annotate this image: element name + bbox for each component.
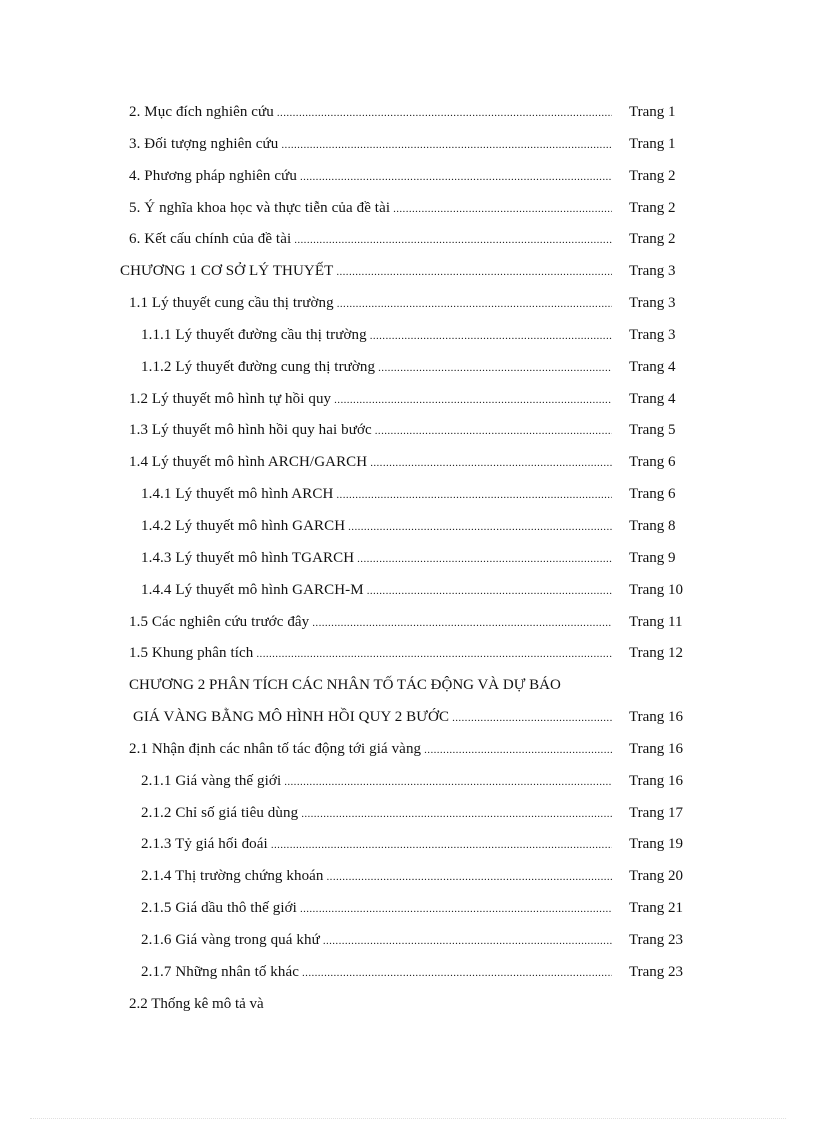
toc-page-number: Trang 6 xyxy=(629,486,676,503)
dot-leader xyxy=(323,926,612,958)
toc-page-number: Trang 3 xyxy=(629,326,676,343)
dot-leader xyxy=(370,321,612,353)
toc-entry xyxy=(0,193,816,225)
toc-entry-label: 6. Kết cấu chính của đề tài xyxy=(129,231,292,248)
toc-entry-label: 3. Đối tượng nghiên cứu xyxy=(129,135,279,152)
dot-leader xyxy=(302,958,612,990)
toc-entry-label: 2.1.3 Tỷ giá hối đoái xyxy=(141,836,268,853)
toc-entry-leader xyxy=(0,511,612,544)
toc-entry-leader xyxy=(0,161,612,194)
toc-entry-leader xyxy=(0,447,612,480)
toc-page-number: Trang 8 xyxy=(629,517,676,534)
toc-entry xyxy=(0,798,816,830)
toc-entry xyxy=(0,543,816,575)
dot-leader xyxy=(334,385,612,417)
toc-entry xyxy=(0,224,816,256)
toc-page-number: Trang 19 xyxy=(629,836,684,853)
toc-page-number: Trang 9 xyxy=(629,549,676,566)
toc-entry xyxy=(0,766,816,798)
toc-entry-label: 2.1 Nhận định các nhân tố tác động tới giá vàng xyxy=(129,740,422,757)
toc-entry-leader xyxy=(0,702,612,735)
toc-entry-label: 2.1.2 Chỉ số giá tiêu dùng xyxy=(141,804,299,821)
toc-page-number: Trang 1 xyxy=(629,135,676,152)
toc-entry-label: 5. Ý nghĩa khoa học và thực tiễn của đề tài xyxy=(129,199,391,216)
toc-entry xyxy=(0,129,816,161)
dot-leader xyxy=(393,194,612,226)
toc-entry xyxy=(0,670,816,702)
dot-leader xyxy=(284,767,612,799)
toc-entry xyxy=(0,607,816,639)
toc-entry-leader xyxy=(0,129,612,162)
toc-entry-leader xyxy=(0,893,612,926)
toc-entry xyxy=(0,415,816,447)
toc-entry-label: 1.3 Lý thuyết mô hình hồi quy hai bước xyxy=(129,422,372,439)
dot-leader xyxy=(327,862,612,894)
toc-entry xyxy=(0,702,816,734)
page-edge-divider xyxy=(30,1118,786,1119)
dot-leader xyxy=(271,830,612,862)
toc-page-number: Trang 5 xyxy=(629,422,676,439)
toc-page-number: Trang 12 xyxy=(629,645,684,662)
dot-leader xyxy=(336,480,612,512)
toc-page-number: Trang 11 xyxy=(629,613,683,630)
toc-entry-leader xyxy=(0,575,612,608)
toc-page-number: Trang 23 xyxy=(629,963,684,980)
toc-page-number: Trang 2 xyxy=(629,231,676,248)
toc-entry-leader xyxy=(0,798,612,831)
toc-page-number: Trang 4 xyxy=(629,358,676,375)
toc-entry-label: 1.4.2 Lý thuyết mô hình GARCH xyxy=(141,517,346,534)
toc-entry-leader xyxy=(0,415,612,448)
toc-entry-label: CHƯƠNG 1 CƠ SỞ LÝ THUYẾT xyxy=(120,263,334,280)
dot-leader xyxy=(300,894,612,926)
toc-entry-leader xyxy=(0,829,612,862)
toc-page-number: Trang 16 xyxy=(629,772,684,789)
toc-entry-leader xyxy=(0,607,612,640)
toc-entry xyxy=(0,256,816,288)
toc-entry-label: 2.1.1 Giá vàng thế giới xyxy=(141,772,282,789)
toc-entry-leader xyxy=(0,352,612,385)
toc-page-number: Trang 1 xyxy=(629,104,676,120)
toc-entry-label: 1.5 Khung phân tích xyxy=(129,645,254,662)
toc-page-number: Trang 10 xyxy=(629,581,684,598)
toc-entry xyxy=(0,638,816,670)
toc-entry-leader xyxy=(0,766,612,799)
toc-page-number: Trang 4 xyxy=(629,390,676,407)
toc-entry-label: CHƯƠNG 2 PHÂN TÍCH CÁC NHÂN TỐ TÁC ĐỘNG VÀ DỰ BÁO xyxy=(129,677,561,694)
toc-page-number: Trang 17 xyxy=(629,804,684,821)
dot-leader xyxy=(370,448,612,480)
toc-entry xyxy=(0,447,816,479)
toc-page-number: Trang 3 xyxy=(629,263,676,280)
toc-entry-leader xyxy=(0,479,612,512)
dot-leader xyxy=(367,576,612,608)
toc-entry-label: 4. Phương pháp nghiên cứu xyxy=(129,167,297,184)
toc-page-number: Trang 20 xyxy=(629,868,684,885)
dot-leader xyxy=(312,608,612,640)
dot-leader xyxy=(294,225,612,257)
toc-entry-leader xyxy=(0,957,612,990)
toc-page-number: Trang 23 xyxy=(629,931,684,948)
dot-leader xyxy=(424,735,612,767)
toc-entry xyxy=(0,893,816,925)
toc-entry-leader xyxy=(0,97,612,130)
toc-entry xyxy=(0,734,816,766)
toc-entry-leader xyxy=(0,288,612,321)
toc-entry-label: 2.2 Thống kê mô tả và xyxy=(129,995,264,1012)
toc-entry-label: 1.4.1 Lý thuyết mô hình ARCH xyxy=(141,486,334,503)
toc-entry xyxy=(0,479,816,511)
dot-leader xyxy=(256,639,612,671)
toc-entry-label: 1.1.2 Lý thuyết đường cung thị trường xyxy=(141,358,376,375)
toc-entry-label: 2.1.6 Giá vàng trong quá khứ xyxy=(141,931,320,948)
dot-leader xyxy=(336,257,612,289)
toc-entry xyxy=(0,829,816,861)
toc-entry-leader xyxy=(0,320,612,353)
toc-entry-leader xyxy=(0,256,612,289)
dot-leader xyxy=(375,416,612,448)
toc-entry xyxy=(0,575,816,607)
toc-page-number: Trang 2 xyxy=(629,167,676,184)
dot-leader xyxy=(277,98,612,130)
dot-leader xyxy=(378,353,612,385)
toc-entry-label: 2.1.4 Thị trường chứng khoán xyxy=(141,868,324,885)
dot-leader xyxy=(281,130,612,162)
toc-entry-leader xyxy=(0,861,612,894)
toc-page-number: Trang 16 xyxy=(629,740,684,757)
toc-entry xyxy=(0,861,816,893)
toc-entry-label: 1.1 Lý thuyết cung cầu thị trường xyxy=(129,295,334,312)
toc-entry xyxy=(0,288,816,320)
toc-page-number: Trang 21 xyxy=(629,900,684,917)
toc-page-number: Trang 6 xyxy=(629,454,676,471)
toc-entry xyxy=(0,384,816,416)
toc-entry-label: 2.1.7 Những nhân tố khác xyxy=(141,963,300,980)
table-of-contents xyxy=(0,97,816,1020)
toc-entry xyxy=(0,352,816,384)
toc-entry-leader xyxy=(0,925,612,958)
toc-entry-leader xyxy=(0,638,612,671)
toc-entry-label: 2. Mục đích nghiên cứu xyxy=(129,104,274,120)
toc-entry-label: 2.1.5 Giá dầu thô thế giới xyxy=(141,900,297,917)
toc-entry-label: 1.4.3 Lý thuyết mô hình TGARCH xyxy=(141,549,355,566)
toc-entry xyxy=(0,320,816,352)
toc-entry xyxy=(0,97,816,129)
toc-entry-label: GIÁ VÀNG BẰNG MÔ HÌNH HỒI QUY 2 BƯỚC xyxy=(133,709,450,726)
dot-leader xyxy=(300,162,612,194)
toc-entry xyxy=(0,511,816,543)
toc-entry-label: 1.2 Lý thuyết mô hình tự hồi quy xyxy=(129,390,332,407)
toc-page-number: Trang 3 xyxy=(629,295,676,312)
toc-page-number: Trang 16 xyxy=(629,709,684,726)
dot-leader xyxy=(301,799,612,831)
toc-entry-label: 1.4.4 Lý thuyết mô hình GARCH-M xyxy=(141,581,364,598)
toc-page-number: Trang 2 xyxy=(629,199,676,216)
toc-entry xyxy=(0,161,816,193)
dot-leader xyxy=(348,512,612,544)
dot-leader xyxy=(337,289,612,321)
toc-entry-leader xyxy=(0,384,612,417)
toc-entry-label: 1.1.1 Lý thuyết đường cầu thị trường xyxy=(141,326,367,343)
toc-entry-leader xyxy=(0,224,612,257)
toc-entry-leader xyxy=(0,543,612,576)
toc-entry-leader xyxy=(0,193,612,226)
toc-entry xyxy=(0,989,816,1021)
toc-entry-label: 1.4 Lý thuyết mô hình ARCH/GARCH xyxy=(129,454,368,471)
toc-entry xyxy=(0,925,816,957)
toc-entry xyxy=(0,957,816,989)
toc-entry-label: 1.5 Các nghiên cứu trước đây xyxy=(129,613,310,630)
dot-leader xyxy=(452,703,612,735)
dot-leader xyxy=(357,544,612,576)
toc-entry-leader xyxy=(0,734,612,767)
